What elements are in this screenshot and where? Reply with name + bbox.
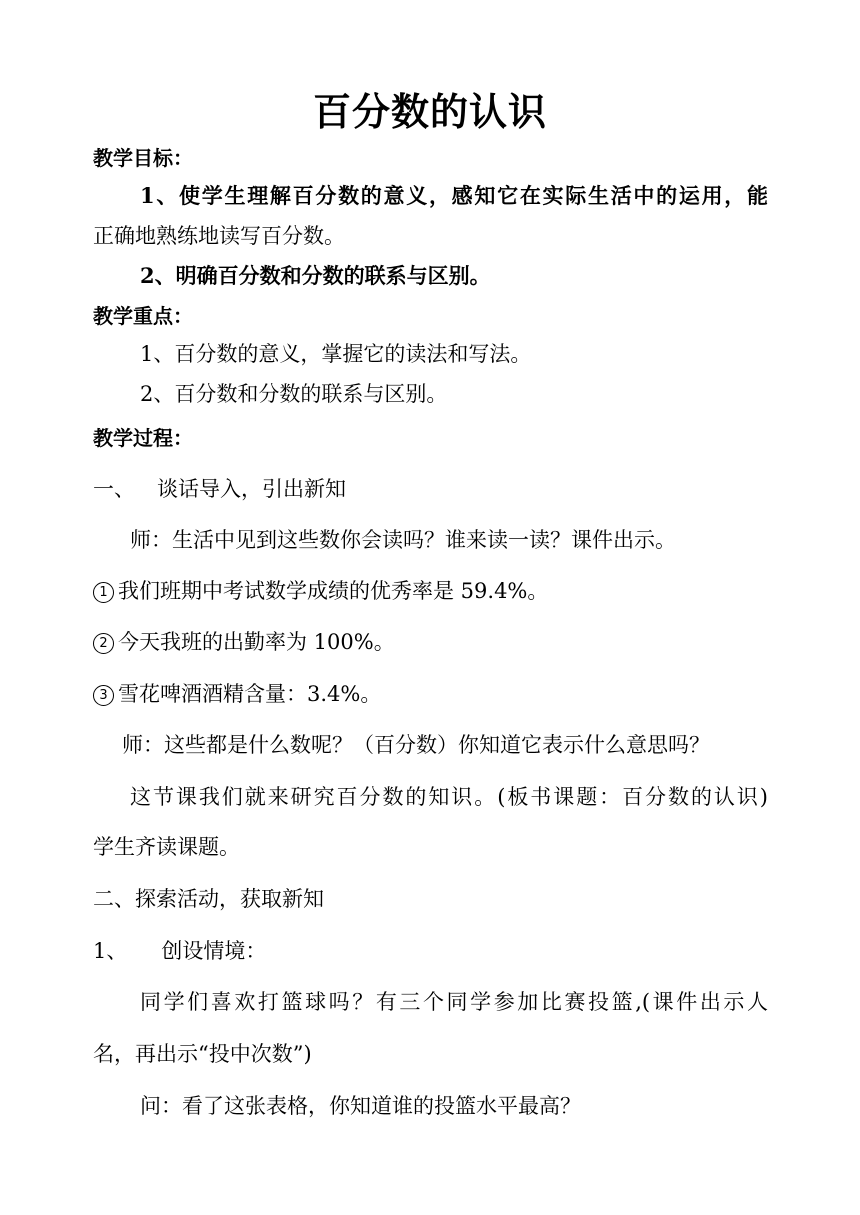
objective-2-text: 2、明确百分数和分数的联系与区别。 xyxy=(140,263,491,288)
lesson-intro-line-1: 这节课我们就来研究百分数的知识。(板书课题：百分数的认识) xyxy=(130,785,768,809)
objective-1-line-2: 正确地熟练地读写百分数。 xyxy=(93,224,345,248)
section-1-number: 一、 xyxy=(93,477,135,501)
section-1-heading xyxy=(93,475,346,503)
key-point-2: 2、百分数和分数的联系与区别。 xyxy=(140,382,448,406)
example-1-text: 我们班期中考试数学成绩的优秀率是 59.4%。 xyxy=(118,579,549,603)
example-1 xyxy=(93,577,548,605)
example-3 xyxy=(93,680,381,708)
objectives-heading: 教学目标： xyxy=(93,146,193,170)
circled-number-icon: 3 xyxy=(93,685,114,706)
step-1-heading xyxy=(93,937,266,965)
step-1-number: 1、 xyxy=(93,939,128,963)
example-3-text: 雪花啤酒酒精含量：3.4%。 xyxy=(118,682,382,706)
teacher-question: 师：这些都是什么数呢？（百分数）你知道它表示什么意思吗？ xyxy=(122,733,710,757)
process-heading: 教学过程： xyxy=(93,426,193,450)
scenario-line-2: 名，再出示“投中次数”) xyxy=(93,1042,312,1066)
scenario-line-1: 同学们喜欢打篮球吗？有三个同学参加比赛投篮,(课件出示人 xyxy=(140,990,768,1014)
key-points-heading: 教学重点： xyxy=(93,304,193,328)
objective-2 xyxy=(140,262,491,290)
example-2-text: 今天我班的出勤率为 100%。 xyxy=(118,630,395,654)
question-text: 问：看了这张表格，你知道谁的投篮水平最高？ xyxy=(140,1094,581,1118)
circled-number-icon: 1 xyxy=(93,582,114,603)
section-1-title: 谈话导入，引出新知 xyxy=(157,477,346,501)
objective-1-line-1: 1、使学生理解百分数的意义，感知它在实际生活中的运用，能 xyxy=(140,183,768,208)
example-2 xyxy=(93,628,395,656)
document-title: 百分数的认识 xyxy=(312,89,547,134)
section-2-heading: 二、探索活动，获取新知 xyxy=(93,887,324,911)
step-1-title: 创设情境： xyxy=(161,939,267,963)
teacher-intro: 师：生活中见到这些数你会读吗？谁来读一读？课件出示。 xyxy=(130,528,676,552)
circled-number-icon: 2 xyxy=(93,633,114,654)
key-point-1: 1、百分数的意义，掌握它的读法和写法。 xyxy=(140,342,532,366)
lesson-intro-line-2: 学生齐读课题。 xyxy=(93,835,240,859)
